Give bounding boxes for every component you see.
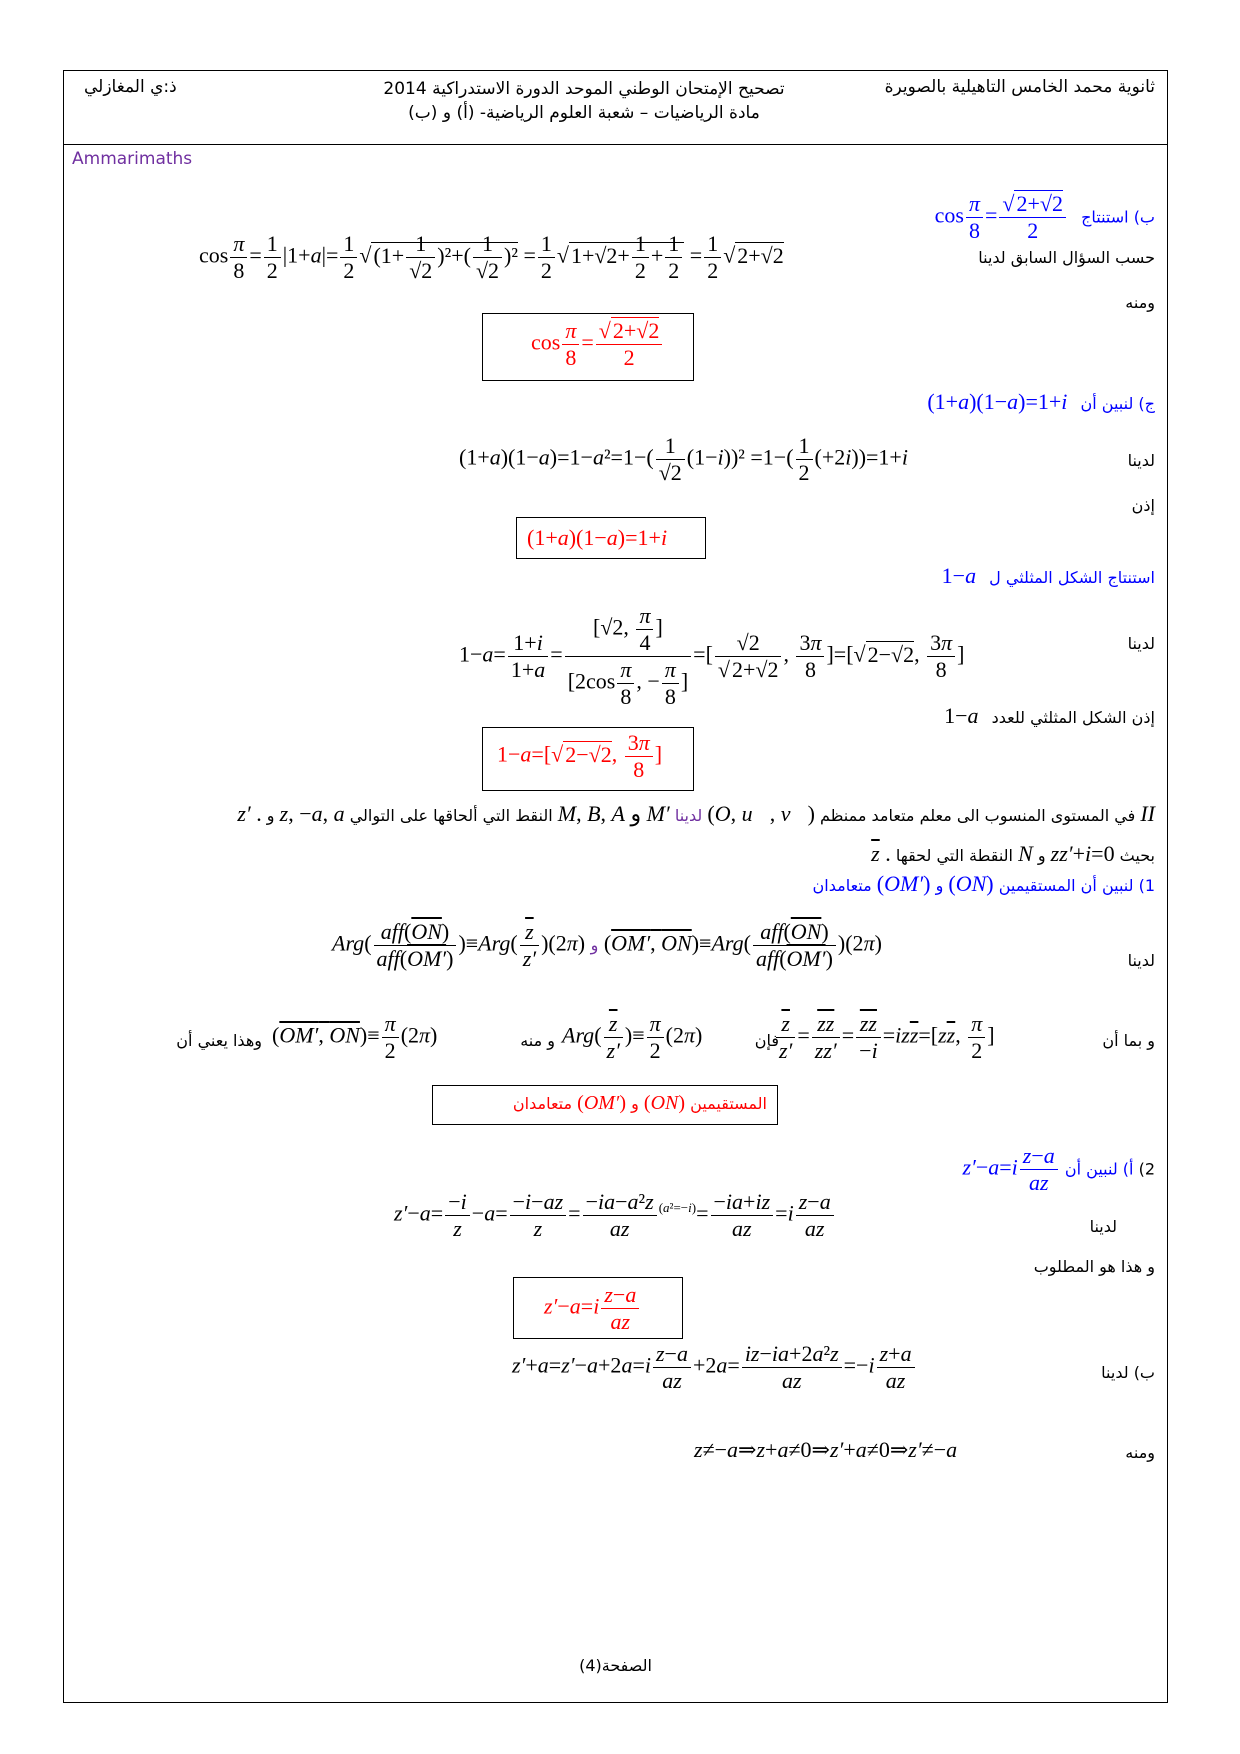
q2-num: 2) xyxy=(1138,1159,1155,1179)
part2-line2-c: النقطة التي لحقها xyxy=(895,846,1013,865)
result-box-q2a xyxy=(513,1277,683,1339)
fa-inna: فإن xyxy=(754,1031,779,1050)
result-box-trig xyxy=(482,727,694,791)
b-prev-text: حسب السؤال السابق لدينا xyxy=(978,248,1155,267)
trig-label xyxy=(942,563,1155,589)
perp-b: و xyxy=(631,1094,639,1113)
trig-label-text: استنتاج الشكل المثلثي xyxy=(1005,568,1155,587)
perp-c: متعامدان xyxy=(512,1094,573,1113)
q1-wa: و xyxy=(590,935,599,955)
part2-line-2 xyxy=(871,841,1155,867)
part2-text-a: في المستوى المنسوب الى معلم متعامد ممنظم xyxy=(820,806,1136,825)
wa-bima: و بما أن xyxy=(1102,1031,1155,1050)
trig-result-text: إذن الشكل المثلثي للعدد xyxy=(991,708,1155,727)
wa-hadha: وهذا يعني أن xyxy=(176,1031,262,1050)
q1-label-text: 1) لنبين أن المستقيمين xyxy=(998,876,1155,895)
title-line-2: مادة الرياضيات – شعبة العلوم الرياضية- (أ) و (ب) xyxy=(408,103,760,123)
q1-line-om: (OM′) xyxy=(876,871,931,896)
result-trig-formula: 1−a=[√2−√2, $\frac{3\pi}{8}$ ] xyxy=(497,730,663,782)
j-target-formula: (1+a)(1−a)=1+i xyxy=(927,389,1068,414)
part2-line-1 xyxy=(237,801,1155,827)
trig-result-formula: 1−a xyxy=(944,703,979,728)
wa-minhu-2: و منه xyxy=(520,1031,555,1050)
part2-zprime: z′ . xyxy=(237,801,262,826)
trig-label-l: ل xyxy=(989,568,1001,587)
b-label-text: ب) استنتاج xyxy=(1081,207,1155,227)
part2-text-b: لدينا xyxy=(674,806,703,825)
q2b-derivation: z′+a=z′−a+2a=i $\frac{z-a}{az}$ +2a= $\frac{\text{iz−ia+2a²z}}{az}$ =−i $\frac{z+a}{az}$ xyxy=(512,1341,917,1394)
part2-condition: zz′+i=0 xyxy=(1050,841,1115,866)
ladayna-2: لدينا xyxy=(1127,634,1155,653)
wa-minhu-3: ومنه xyxy=(1125,1443,1155,1462)
result-q2a-formula: z′−a=i $\frac{z-a}{az}$ xyxy=(544,1282,641,1335)
part2-line2-b: و xyxy=(1037,846,1046,865)
b-target-formula: cos $\frac{\pi}{8}$ = $\frac{√2+√2}{2}$ xyxy=(935,191,1068,244)
page-header xyxy=(64,71,1167,145)
perp-on: (ON) xyxy=(643,1092,686,1114)
ladayna-1: لدينا xyxy=(1127,451,1155,470)
title-line-1: تصحيح الإمتحان الوطني الموحد الدورة الاستدراكية 2014 xyxy=(383,79,785,99)
q1-line-on: (ON) xyxy=(948,871,994,896)
section-b-label xyxy=(935,191,1155,244)
wa-minhu-1: ومنه xyxy=(1125,293,1155,312)
trig-result-label xyxy=(944,703,1155,729)
q2b-label: ب) لدينا xyxy=(1101,1363,1155,1382)
q1-angle-result: (OM′, ON)≡ $\frac{\pi}{2}$ (2π) xyxy=(272,1011,438,1063)
ladayna-3: لدينا xyxy=(1127,951,1155,970)
brand-label: Ammarimaths xyxy=(72,149,193,169)
author-name: ذ:ي المغازلي xyxy=(84,77,177,97)
page-footer: الصفحة(4) xyxy=(579,1656,652,1675)
result-cos-formula: cos $\frac{\pi}{8}$ = $\frac{√2+√2}{2}$ xyxy=(531,318,664,371)
j-label-text: ج) لنبين أن xyxy=(1080,394,1155,413)
result-box-perp xyxy=(432,1085,778,1125)
q2b-implication: z≠−a⇒z+a≠0⇒z′+a≠0⇒z′≠−a xyxy=(694,1437,958,1462)
section-j-label xyxy=(927,389,1155,415)
part2-line2-a: بحيث xyxy=(1119,846,1155,865)
result-box-j xyxy=(516,517,706,559)
part2-points: M, B, A و M′ xyxy=(557,801,670,826)
school-name: ثانوية محمد الخامس التاهيلية بالصويرة xyxy=(884,77,1155,97)
part2-zbar: $\overline{z}$ . xyxy=(871,841,891,866)
part2-affixes: z, −a, a xyxy=(279,801,345,826)
result-j-formula: (1+a)(1−a)=1+i xyxy=(527,525,668,550)
q1-end: متعامدان xyxy=(812,876,872,895)
wa-hadha-matlub: و هذا هو المطلوب xyxy=(1033,1257,1155,1276)
b-derivation: cos $\frac{\pi}{8}$ = $\frac{1}{2}$ |1+a|= $\frac{1}{2}$ √(1+ $\frac{1}{√2}$ )²+( $\frac{1}{√2}$ )² = $\frac{1}{2}$ √1+√2+ $\frac{1}{2}$ + $\frac{1}{2}$ = $\frac{1}{2}$ √2+√2 xyxy=(199,231,784,283)
perp-om: (OM′) xyxy=(577,1092,626,1114)
j-derivation: (1+a)(1−a)=1−a²=1−( $\frac{1}{√2}$ (1−i))² =1−( $\frac{1}{2}$ (+2i))=1+i xyxy=(459,433,908,485)
idhan-1: إذن xyxy=(1131,496,1155,515)
b-prev-line xyxy=(978,248,1155,267)
perp-result xyxy=(513,1092,767,1115)
q1-arg-result: Arg( $\frac{\overline{z}}{z'}$ )≡ $\frac{\pi}{2}$ (2π) xyxy=(562,1011,703,1063)
part2-roman: II xyxy=(1140,801,1155,826)
perp-a: المستقيمين xyxy=(690,1094,767,1113)
q1-and: و xyxy=(935,876,944,895)
trig-label-formula: 1−a xyxy=(941,563,977,588)
part2-text-c: النقط التي ألحاقها على التوالي xyxy=(349,806,553,825)
q2a-label xyxy=(962,1143,1155,1196)
q1-label xyxy=(813,871,1155,897)
q1-arg-derivation: Arg( $\frac{aff(\overline{ON})}{\text{aff(OM′)}}$ )≡Arg( $\frac{\overline{z}}{z'}$ )(2π) و (OM′, ON)≡Arg( $\frac{aff(\overline{ON})}{\text{aff(OM′)}}$ )(2π) xyxy=(332,919,882,971)
result-box-cos xyxy=(482,313,694,381)
ladayna-4: لدينا xyxy=(1089,1217,1117,1236)
q2a-target: z′−a=i $\frac{z-a}{az}$ xyxy=(962,1143,1059,1196)
part2-point-n: N xyxy=(1018,841,1033,866)
exam-page xyxy=(63,70,1168,1703)
q1-zratio: $\frac{\overline{z}}{z'}$ = $\frac{\overline{zz}}{zz'}$ = $\frac{\overline{zz}}{-i}$ $=iz\overline{z}=[z\overline{z}$, $\frac{\pi}{2}$ ] xyxy=(774,1011,995,1064)
q2a-label-text: أ) لنبين أن xyxy=(1064,1159,1134,1179)
exam-title xyxy=(314,77,854,125)
part2-text-d: و xyxy=(266,806,275,825)
q2a-derivation: z′−a= $\frac{-i}{z}$ −a= $\frac{-i-az}{z}$ = $\frac{\text{−ia−a²z}}{az}$ $^{(a^2=-i)}$= $\frac{-ia+iz}{az}$ =i $\frac{z-a}{az}$ xyxy=(394,1189,836,1242)
part2-frame: (O, u⃗, v⃗) xyxy=(707,801,815,826)
trig-derivation: 1−a= $\frac{1+i}{1+a}$ = [√2, $\frac{\pi}{4}$ ] [2cos $\frac{\pi}{8}$ , − $\frac{\pi}{8}$ ] =[ $\frac{√2}{√2+√2}$ , $\frac{3\pi}{8}$ ]=[√2−√2, $\frac{3\pi}{8}$ ] xyxy=(459,603,965,709)
